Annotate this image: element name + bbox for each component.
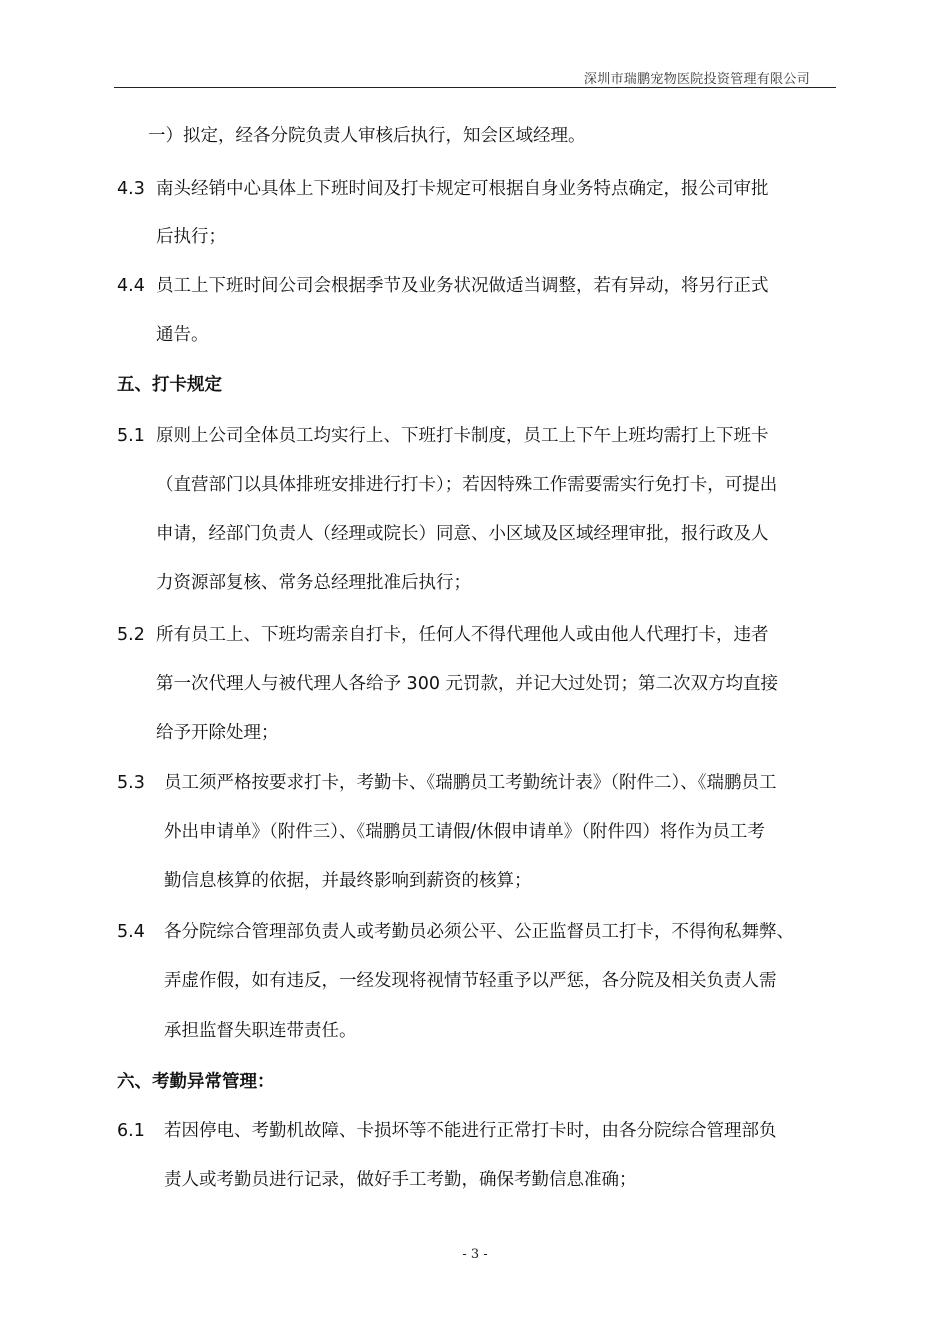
paragraph-line: 员工须严格按要求打卡，考勤卡、《瑞鹏员工考勤统计表》（附件二）、《瑞鹏员工 bbox=[164, 773, 777, 793]
clause-number: 5.1 bbox=[117, 426, 145, 446]
paragraph-line: 若因停电、考勤机故障、卡损坏等不能进行正常打卡时，由各分院综合管理部负 bbox=[164, 1121, 777, 1141]
company-name: 深圳市瑞鹏宠物医院投资管理有限公司 bbox=[583, 72, 810, 87]
page-header bbox=[114, 68, 836, 88]
paragraph-line: 所有员工上、下班均需亲自打卡，任何人不得代理他人或由他人代理打卡，违者 bbox=[156, 625, 769, 645]
clause-number: 5.3 bbox=[117, 773, 145, 793]
paragraph-line: 弄虚作假，如有违反，一经发现将视情节轻重予以严惩，各分院及相关负责人需 bbox=[164, 971, 777, 991]
paragraph-line: 外出申请单》（附件三）、《瑞鹏员工请假/休假申请单》（附件四）将作为员工考 bbox=[164, 822, 765, 842]
clause-number: 6.1 bbox=[117, 1121, 145, 1141]
paragraph-line: 员工上下班时间公司会根据季节及业务状况做适当调整，若有异动，将另行正式 bbox=[156, 276, 769, 296]
clause-number: 5.2 bbox=[117, 625, 145, 645]
paragraph-line: 通告。 bbox=[156, 325, 209, 345]
section-heading: 六、考勤异常管理： bbox=[117, 1072, 275, 1092]
header-rule bbox=[114, 87, 836, 88]
paragraph-line: 责人或考勤员进行记录，做好手工考勤，确保考勤信息准确； bbox=[164, 1170, 637, 1190]
clause-number: 4.3 bbox=[117, 179, 145, 199]
paragraph-line: 南头经销中心具体上下班时间及打卡规定可根据自身业务特点确定，报公司审批 bbox=[156, 179, 769, 199]
paragraph-line: 承担监督失职连带责任。 bbox=[164, 1021, 357, 1041]
paragraph-line: 一）拟定，经各分院负责人审核后执行，知会区域经理。 bbox=[148, 126, 586, 146]
paragraph-line: 申请，经部门负责人（经理或院长）同意、小区域及区域经理审批，报行政及人 bbox=[156, 524, 769, 544]
paragraph-line: 第一次代理人与被代理人各给予 300 元罚款，并记大过处罚；第二次双方均直接 bbox=[156, 674, 779, 694]
paragraph-line: 给予开除处理； bbox=[156, 723, 279, 743]
clause-number: 5.4 bbox=[117, 922, 145, 942]
paragraph-line: （直营部门以具体排班安排进行打卡）；若因特殊工作需要需实行免打卡，可提出 bbox=[156, 475, 778, 495]
page-number: - 3 - bbox=[462, 1247, 488, 1262]
paragraph-line: 后执行； bbox=[156, 227, 226, 247]
clause-number: 4.4 bbox=[117, 276, 145, 296]
paragraph-line: 原则上公司全体员工均实行上、下班打卡制度，员工上下午上班均需打上下班卡 bbox=[156, 426, 769, 446]
paragraph-line: 勤信息核算的依据，并最终影响到薪资的核算； bbox=[164, 871, 532, 891]
section-heading: 五、打卡规定 bbox=[117, 375, 222, 395]
paragraph-line: 力资源部复核、常务总经理批准后执行； bbox=[156, 573, 471, 593]
paragraph-line: 各分院综合管理部负责人或考勤员必须公平、公正监督员工打卡，不得徇私舞弊、 bbox=[164, 922, 794, 942]
